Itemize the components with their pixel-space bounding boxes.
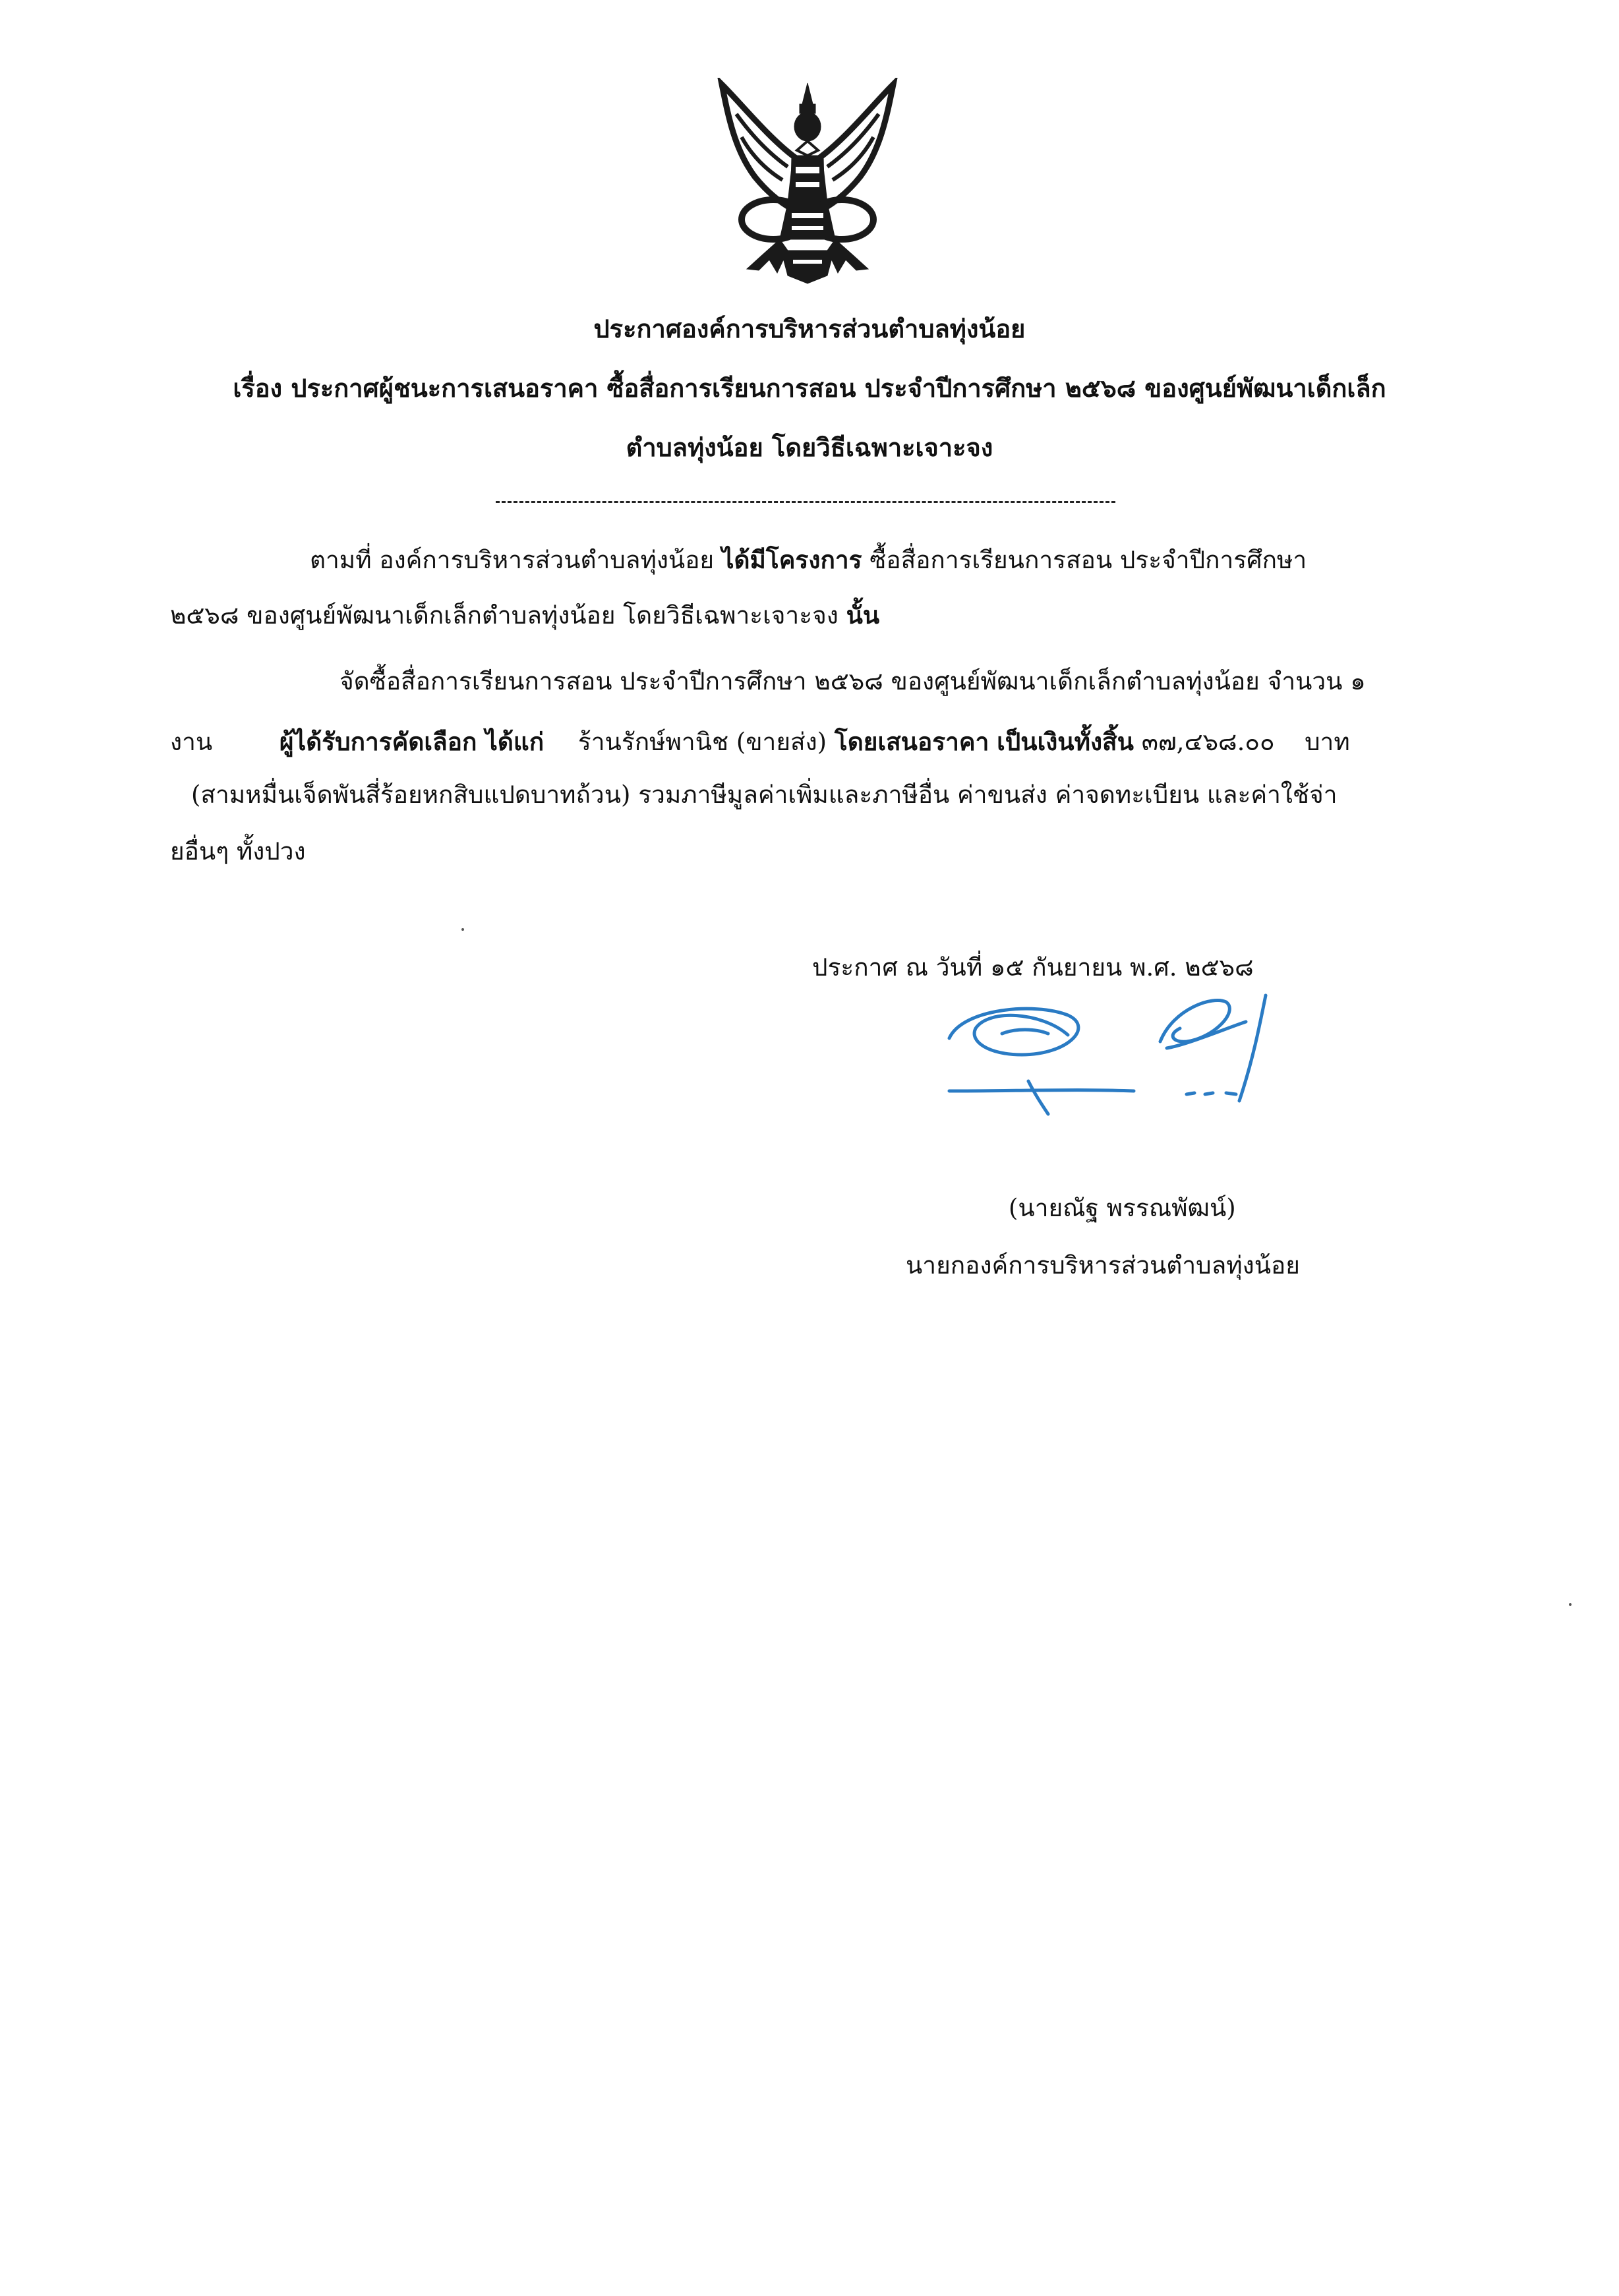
signer-title: นายกองค์การบริหารส่วนตำบลทุ่งน้อย: [906, 1251, 1300, 1280]
scan-speck: [461, 928, 464, 931]
paragraph-2-line-3: [191, 775, 1337, 814]
subject-line-1: เรื่อง ประกาศผู้ชนะการเสนอราคา ซื้อสื่อการเรียนการสอน ประจำปีการศึกษา ๒๕๖๘ ของศูนย์พัฒนาเด็กเล็ก: [233, 373, 1386, 403]
p2-quantity-value: ๑: [1350, 667, 1366, 695]
paragraph-1-line-2: [170, 596, 879, 635]
scan-speck: [1569, 1603, 1572, 1606]
p2-total-label: เป็นเงินทั้งสิ้น: [997, 727, 1134, 756]
subject-line-2: ตำบลทุ่งน้อย โดยวิธีเฉพาะเจาะจง: [626, 432, 993, 462]
paragraph-2-line-4: [170, 832, 306, 871]
paragraph-2-line-2: [170, 722, 1350, 761]
p2-inclusions: รวมภาษีมูลค่าเพิ่มและภาษีอื่น ค่าขนส่ง ค่าจดทะเบียน และค่าใช้จ่า: [638, 780, 1338, 809]
p1-center-text: ๒๕๖๘ ของศูนย์พัฒนาเด็กเล็กตำบลทุ่งน้อย โดยวิธีเฉพาะเจาะจง: [170, 601, 839, 630]
p1-project-label: ได้มีโครงการ: [721, 545, 862, 574]
org-title: ประกาศองค์การบริหารส่วนตำบลทุ่งน้อย: [593, 314, 1026, 343]
p2-quantity-label: จำนวน: [1267, 667, 1343, 695]
paragraph-2-line-1: [339, 662, 1366, 701]
p1-end-word: นั้น: [846, 601, 880, 630]
p2-procurement-text: จัดซื้อสื่อการเรียนการสอน ประจำปีการศึกษา ๒๕๖๘ ของศูนย์พัฒนาเด็กเล็กตำบลทุ่งน้อย: [339, 667, 1260, 695]
handwritten-signature: [936, 982, 1345, 1121]
p2-winner-label: ผู้ได้รับการคัดเลือก ได้แก่: [279, 727, 545, 756]
announcement-date: ประกาศ ณ วันที่ ๑๕ กันยายน พ.ศ. ๒๕๖๘: [812, 953, 1254, 982]
separator-line: [496, 501, 1115, 503]
p2-ending: ยอื่นๆ ทั้งปวง: [170, 837, 306, 866]
p2-amount: ๓๗,๔๖๘.๐๐: [1141, 728, 1275, 756]
p2-unit: งาน: [170, 728, 213, 756]
p2-currency: บาท: [1305, 728, 1350, 756]
p2-vendor-name: ร้านรักษ์พานิช (ขายส่ง): [577, 728, 827, 756]
p1-project-text: ซื้อสื่อการเรียนการสอน ประจำปีการศึกษา: [869, 546, 1307, 574]
paragraph-1-line-1: [310, 541, 1307, 579]
garuda-emblem-icon: [695, 78, 920, 289]
signer-name: (นายณัฐ พรรณพัฒน์): [1009, 1194, 1236, 1222]
p2-price-label: โดยเสนอราคา: [834, 727, 989, 756]
p2-amount-words: (สามหมื่นเจ็ดพันสี่ร้อยหกสิบแปดบาทถ้วน): [191, 780, 631, 809]
p1-intro-text: ตามที่ องค์การบริหารส่วนตำบลทุ่งน้อย: [310, 546, 715, 574]
